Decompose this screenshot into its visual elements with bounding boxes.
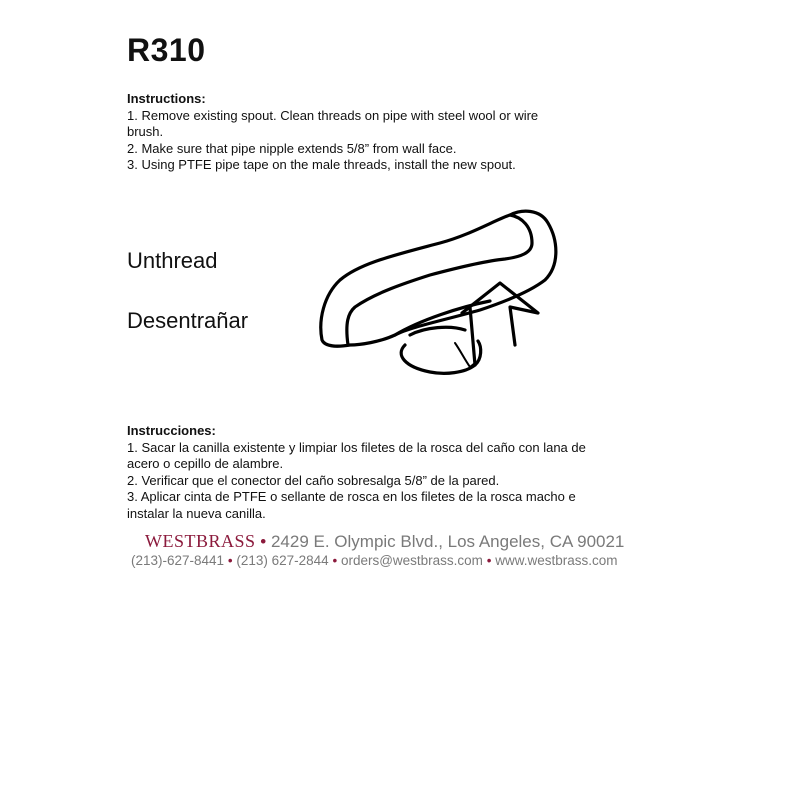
brand-logo: WESTBRASS <box>145 531 256 551</box>
website-link[interactable]: www.westbrass.com <box>495 553 618 568</box>
email-link[interactable]: orders@westbrass.com <box>340 553 483 568</box>
english-line: 3. Using PTFE pipe tape on the male threads, install the new spout. <box>127 157 516 172</box>
spanish-line: 1. Sacar la canilla existente y limpiar los filetes de la rosca del caño con lana de <box>127 439 586 455</box>
separator-bullet: • <box>332 553 338 568</box>
english-instructions <box>127 91 597 174</box>
address: 2429 E. Olympic Blvd., Los Angeles, CA 90021 <box>270 532 625 551</box>
english-line: 1. Remove existing spout. Clean threads on pipe with steel wool or wire <box>127 107 539 123</box>
english-heading: Instructions: <box>127 91 206 106</box>
spanish-instructions <box>127 423 627 522</box>
separator-bullet: • <box>260 532 267 551</box>
separator-bullet: • <box>486 553 492 568</box>
desentranar-label: Desentrañar <box>127 308 249 333</box>
footer-contact-line <box>131 553 617 568</box>
spanish-line: 2. Verificar que el conector del caño sobresalga 5/8” de la pared. <box>127 472 500 488</box>
spanish-line: instalar la nueva canilla. <box>127 505 266 521</box>
separator-bullet: • <box>227 553 233 568</box>
spanish-line: 3. Aplicar cinta de PTFE o sellante de rosca en los filetes de la rosca macho e <box>127 489 576 504</box>
footer-address-line <box>145 531 624 552</box>
phone-1[interactable]: (213)-627-8441 <box>131 553 225 568</box>
english-line: 2. Make sure that pipe nipple extends 5/8” from wall face. <box>127 140 457 156</box>
spout-unthread-arrow-illustration <box>310 195 580 385</box>
phone-2[interactable]: (213) 627-2844 <box>236 553 329 568</box>
english-line: brush. <box>127 124 164 139</box>
page-title: R310 <box>127 32 206 68</box>
unthread-label: Unthread <box>127 248 218 273</box>
spanish-heading: Instrucciones: <box>127 423 216 438</box>
spanish-line: acero o cepillo de alambre. <box>127 456 284 471</box>
